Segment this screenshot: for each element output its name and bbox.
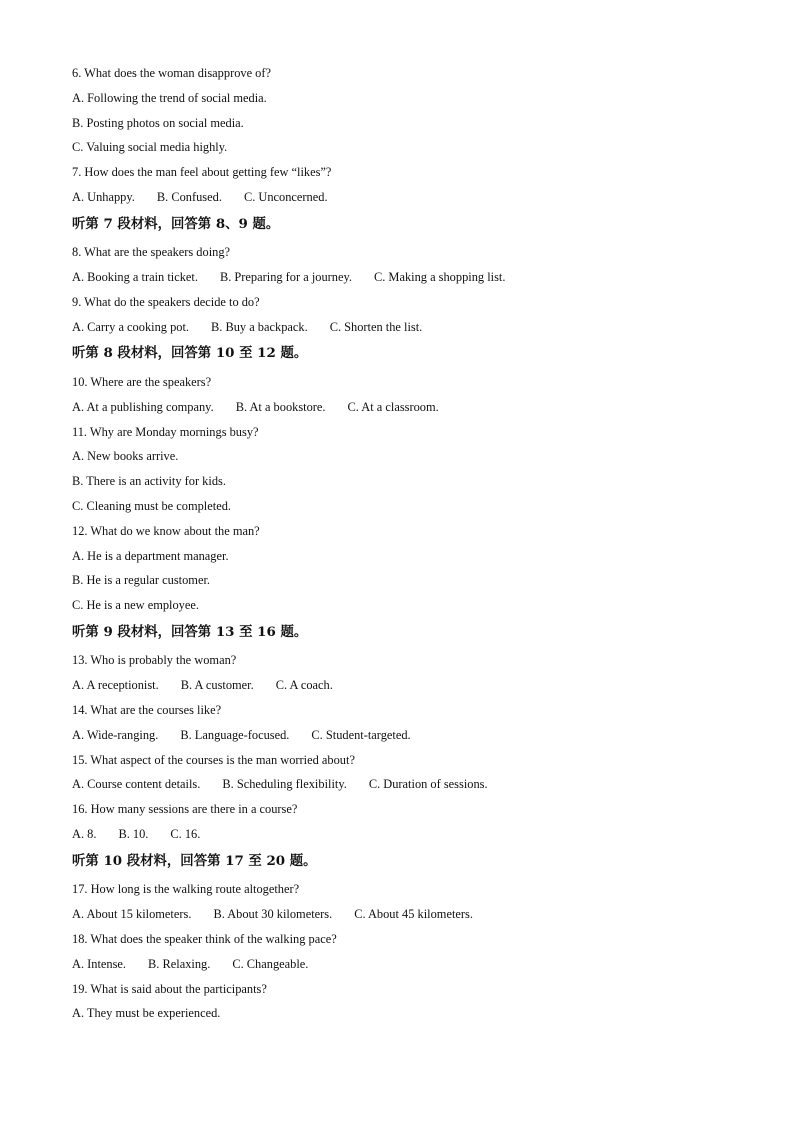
section-heading: 听第 9 段材料，回答第 13 至 16 题。	[72, 623, 308, 640]
answer-options-row	[72, 317, 732, 342]
section-heading: 听第 8 段材料，回答第 10 至 12 题。	[72, 345, 308, 362]
answer-option: B. At a bookstore.	[235, 399, 326, 414]
answer-option: A. Intense.	[72, 956, 127, 971]
question-text: 9. What do the speakers decide to do?	[72, 294, 260, 309]
answer-option: B. There is an activity for kids.	[72, 474, 226, 489]
answer-options-row	[72, 397, 732, 422]
answer-option: B. Confused.	[156, 189, 222, 204]
question-text: 15. What aspect of the courses is the man worried about?	[72, 752, 355, 767]
answer-option: B. A customer.	[180, 678, 254, 693]
answer-option: A. They must be experienced.	[72, 1006, 221, 1021]
answer-options-row	[72, 187, 732, 212]
answer-option: B. Posting photos on social media.	[72, 115, 244, 130]
section-heading: 听第 7 段材料，回答第 8、9 题。	[72, 215, 280, 232]
answer-option: B. Relaxing.	[148, 956, 211, 971]
answer-option: A. Following the trend of social media.	[72, 90, 267, 105]
answer-option: C. Duration of sessions.	[368, 777, 488, 792]
question-text: 12. What do we know about the man?	[72, 523, 260, 538]
question-text: 14. What are the courses like?	[72, 703, 222, 718]
exam-page	[72, 63, 732, 1028]
answer-options-row	[72, 725, 732, 750]
answer-option: C. At a classroom.	[347, 399, 439, 414]
question-text: 7. How does the man feel about getting few “likes”?	[72, 165, 332, 180]
answer-option: A. Carry a cooking pot.	[72, 319, 189, 334]
answer-option: C. Student-targeted.	[311, 727, 411, 742]
answer-option: A. About 15 kilometers.	[72, 907, 192, 922]
answer-option: C. Shorten the list.	[329, 319, 423, 334]
answer-option: B. 10.	[118, 827, 149, 842]
answer-option: C. Unconcerned.	[243, 189, 328, 204]
answer-option: B. Scheduling flexibility.	[222, 777, 347, 792]
answer-option: C. About 45 kilometers.	[354, 907, 473, 922]
answer-option: A. 8.	[72, 827, 97, 842]
question-text: 19. What is said about the participants?	[72, 981, 267, 996]
answer-options-row	[72, 675, 732, 700]
answer-option: B. About 30 kilometers.	[213, 907, 333, 922]
question-text: 17. How long is the walking route altogether?	[72, 882, 300, 897]
answer-option: C. 16.	[170, 827, 201, 842]
question-text: 8. What are the speakers doing?	[72, 245, 231, 260]
answer-option: A. Course content details.	[72, 777, 201, 792]
question-text: 11. Why are Monday mornings busy?	[72, 424, 259, 439]
section-heading: 听第 10 段材料，回答第 17 至 20 题。	[72, 852, 317, 869]
answer-options-row	[72, 774, 732, 799]
answer-options-row	[72, 954, 732, 979]
answer-option: C. A coach.	[275, 678, 333, 693]
question-text: 13. Who is probably the woman?	[72, 653, 237, 668]
answer-options-row	[72, 267, 732, 292]
answer-options-row	[72, 904, 732, 929]
answer-option: B. Language-focused.	[180, 727, 290, 742]
question-text: 18. What does the speaker think of the walking pace?	[72, 931, 337, 946]
question-text: 10. Where are the speakers?	[72, 374, 212, 389]
answer-option: C. He is a new employee.	[72, 598, 199, 613]
answer-option: A. Wide-ranging.	[72, 727, 159, 742]
answer-option: C. Changeable.	[232, 956, 309, 971]
answer-option: C. Making a shopping list.	[373, 270, 506, 285]
question-text: 16. How many sessions are there in a course?	[72, 802, 298, 817]
answer-option: C. Valuing social media highly.	[72, 140, 228, 155]
question-text: 6. What does the woman disapprove of?	[72, 66, 272, 80]
answer-option: B. Buy a backpack.	[211, 319, 308, 334]
answer-option: A. New books arrive.	[72, 449, 179, 464]
answer-options-row	[72, 824, 732, 849]
answer-option: B. Preparing for a journey.	[219, 270, 352, 285]
answer-option: A. Unhappy.	[72, 189, 135, 204]
answer-option: B. He is a regular customer.	[72, 573, 210, 588]
answer-option: A. At a publishing company.	[72, 399, 214, 414]
answer-option: A. He is a department manager.	[72, 548, 229, 563]
answer-option: A. A receptionist.	[72, 678, 159, 693]
answer-option: C. Cleaning must be completed.	[72, 498, 231, 513]
answer-option: A. Booking a train ticket.	[72, 270, 198, 285]
